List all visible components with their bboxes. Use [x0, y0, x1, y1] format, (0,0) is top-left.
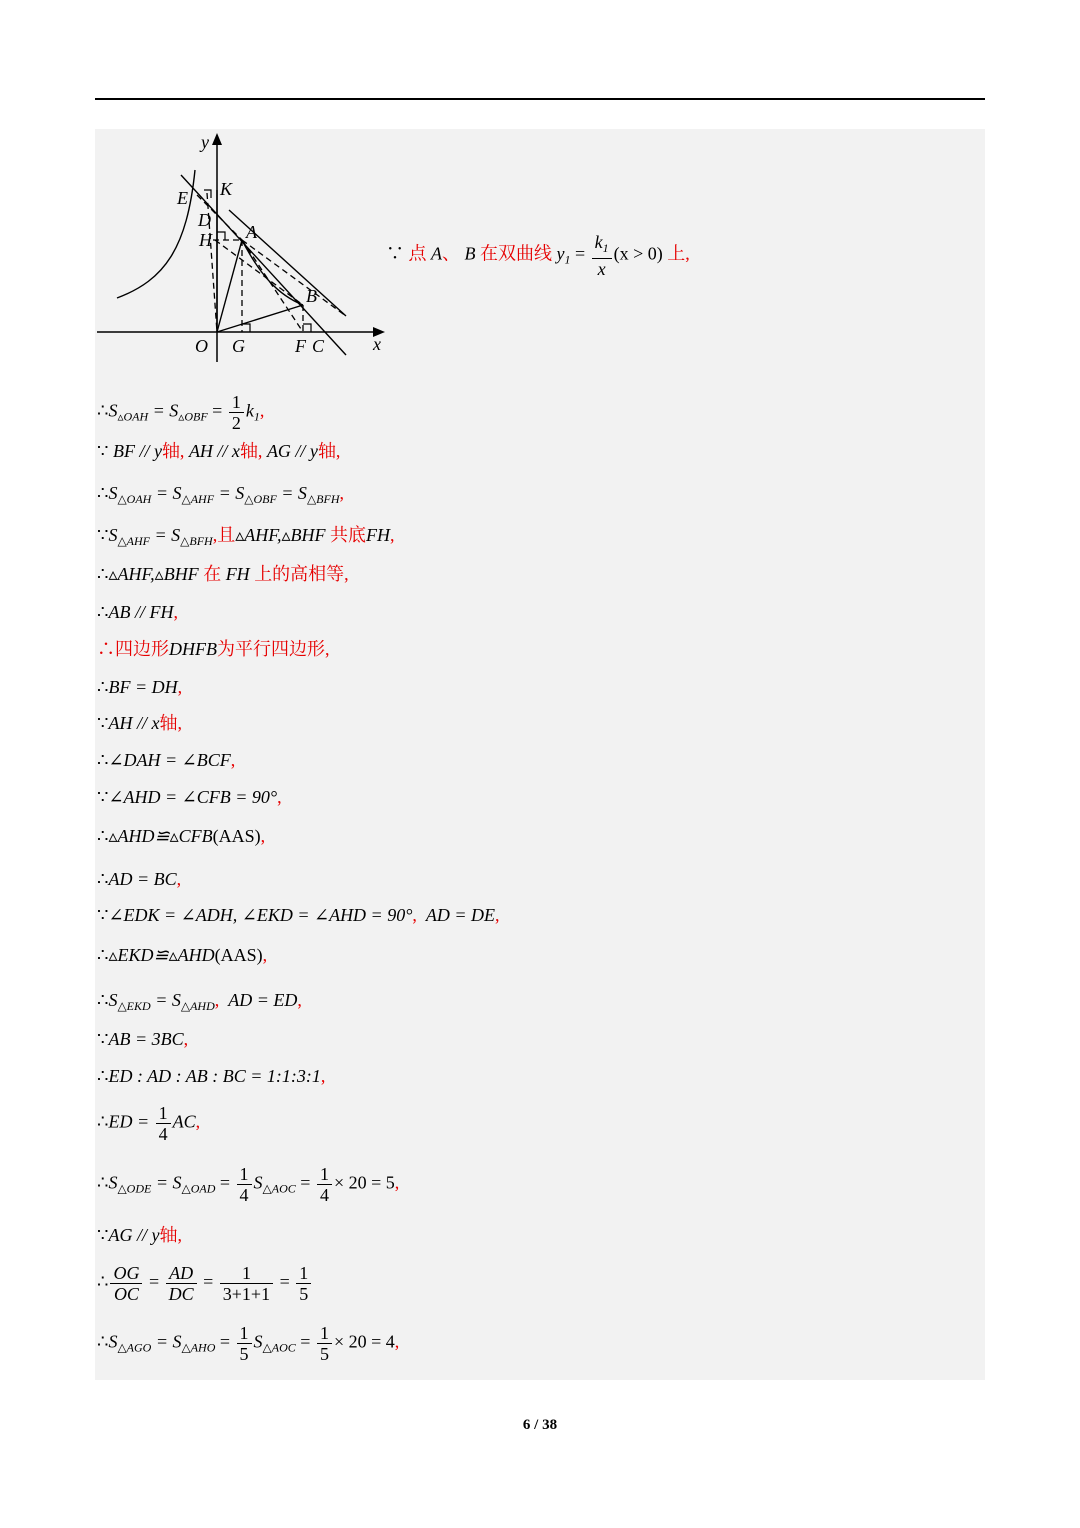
step-19: ∴ED = $\frac{1}{4}$ AC, [97, 1103, 201, 1144]
step-11: ∵∠AHD = ∠CFB = 90°, [97, 787, 282, 807]
label-d: D [198, 210, 211, 230]
label-a: A [246, 222, 257, 242]
step-23: $\therefore S_{\triangle AGO} = S_{\triangle AHO}$ = $\frac{1}{5}$ $S_{\triangle AOC}$ = $\frac{1}{5}$ × 20 = 4, [97, 1323, 400, 1364]
label-b: B [306, 286, 317, 306]
step-16: $\therefore S_{\triangle EKD} = S_{\triangle AHD}$, AD = ED, [97, 990, 302, 1013]
label-f: F [295, 336, 306, 356]
step-7: ∴四边形DHFB为平行四边形, [97, 639, 330, 659]
label-y: y [201, 132, 209, 152]
header-rule [95, 98, 985, 100]
label-e: E [177, 188, 188, 208]
step-13: ∴AD = BC, [97, 869, 182, 889]
label-k: K [220, 179, 233, 199]
label-x: x [373, 334, 381, 354]
geometry-figure [95, 130, 390, 365]
label-g: G [232, 336, 245, 356]
step-2: ∵ BF // y轴, AH // x轴, AG // y轴, [97, 441, 341, 461]
line-oa [217, 240, 242, 332]
step-4: $\because S_{\triangle AHF} = S_{\triangle BFH}$,且▵AHF,▵BHF 共底FH, [97, 525, 395, 548]
step-18: ∴ED : AD : AB : BC = 1:1:3:1, [97, 1066, 326, 1086]
label-c: C [312, 336, 325, 356]
step-9: ∵AH // x轴, [97, 713, 182, 733]
given-statement: ∵ 点 A、 B 在双曲线 $y_1$ = $\frac{k_1}{x}$ (x > 0) 上, [386, 232, 690, 279]
label-o: O [195, 336, 208, 356]
line-ec [181, 175, 346, 355]
step-22: ∴ $\frac{OG}{OC}$ = $\frac{AD}{DC}$ = $\frac{1}{3+1+1}$ = $\frac{1}{5}$ [97, 1263, 313, 1304]
line-ob [217, 305, 303, 332]
step-14: ∵∠EDK = ∠ADH, ∠EKD = ∠AHD = 90°, AD = DE, [97, 905, 500, 925]
step-12: ∴▵AHD≌▵CFB(AAS), [97, 826, 266, 846]
step-6: ∴AB // FH, [97, 602, 178, 622]
page-number: 6 / 38 [522, 1417, 558, 1433]
step-17: ∵AB = 3BC, [97, 1029, 189, 1049]
step-20: $\therefore S_{\triangle ODE} = S_{\triangle OAD}$ = $\frac{1}{4}$ $S_{\triangle AOC}$ = $\frac{1}{4}$ × 20 = 5, [97, 1164, 400, 1205]
step-21: ∵AG // y轴, [97, 1225, 182, 1245]
step-15: ∴▵EKD≌▵AHD(AAS), [97, 945, 268, 965]
step-3: $\therefore S_{\triangle OAH} = S_{\triangle AHF} = S_{\triangle OBF} = S_{\triangle BFH}$, [97, 483, 344, 506]
step-5: ∴▵AHF,▵BHF 在 FH 上的高相等, [97, 564, 349, 584]
step-8: ∴BF = DH, [97, 677, 183, 697]
label-h: H [199, 230, 212, 250]
step-10: ∴∠DAH = ∠BCF, [97, 750, 236, 770]
axes [97, 138, 377, 362]
y-axis-arrow [212, 133, 222, 145]
step-1: $\therefore S_{▵OAH} = S_{▵OBF}$ = $\frac{1}{2}$ $k_1$, [97, 392, 265, 433]
